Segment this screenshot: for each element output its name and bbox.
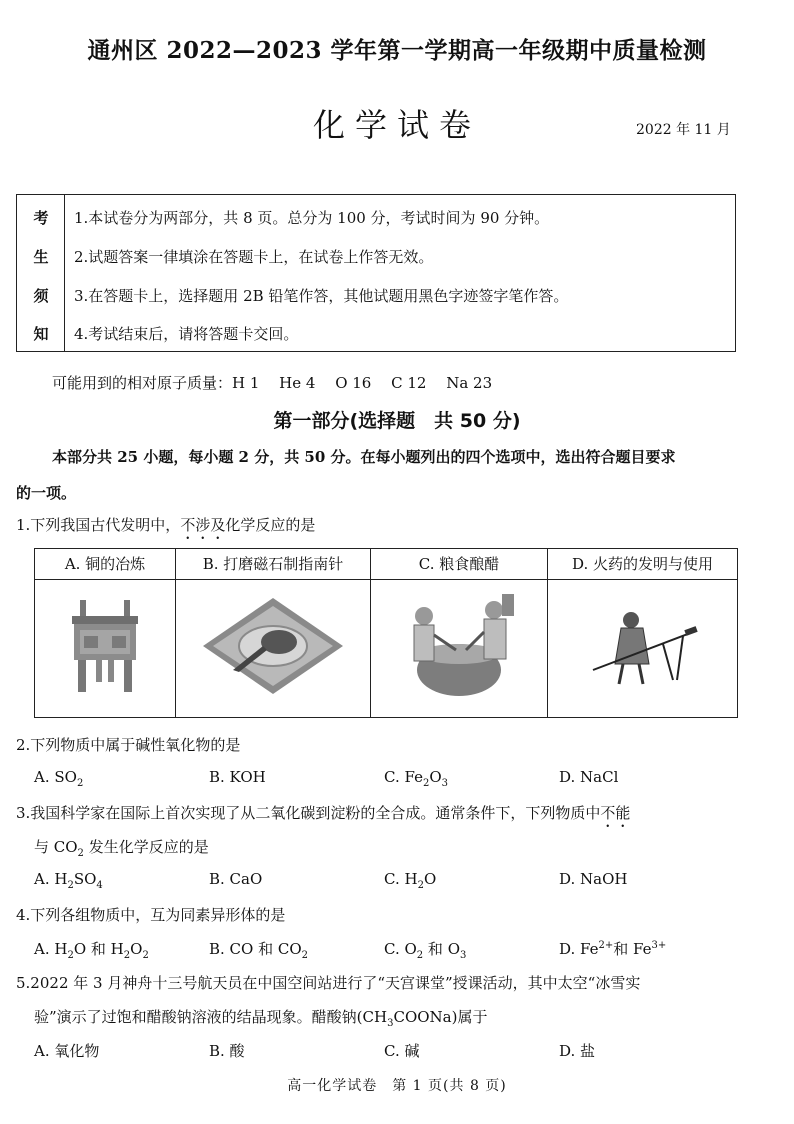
question-3-option-b: B. CaO <box>209 870 263 888</box>
question-5-option-b: B. 酸 <box>209 1042 245 1060</box>
question-2-stem: 2.下列物质中属于碱性氧化物的是 <box>16 736 241 754</box>
compass-spoon-icon <box>176 580 370 717</box>
question-3-option-d: D. NaOH <box>559 870 628 888</box>
part1-instruction: 本部分共 25 小题，每小题 2 分，共 50 分。在每小题列出的四个选项中，选出符合题目要求 <box>52 448 676 466</box>
question-1-stem <box>16 514 315 543</box>
candidate-notice-box <box>16 194 736 352</box>
notice-label-char: 须 <box>33 287 49 305</box>
notice-label-char: 考 <box>33 209 49 227</box>
option-cell-b <box>176 549 371 717</box>
question-3-stem-line2: 与 $CO_2$ 发生化学反应的是 <box>34 838 209 859</box>
question-2-option-b: B. KOH <box>209 768 266 786</box>
notice-item: 3.在答题卡上，选择题用 2B 铅笔作答，其他试题用黑色字迹签字笔作答。 <box>74 287 569 305</box>
gunpowder-rocket-icon <box>548 580 737 717</box>
question-5-stem-line1: 5.2022 年 3 月神舟十三号航天员在中国空间站进行了“天宫课堂”授课活动，其中太空“冰雪实 <box>16 974 641 992</box>
option-label-a: A. 铜的冶炼 <box>35 549 175 580</box>
notice-item: 1.本试卷分为两部分，共 8 页。总分为 100 分，考试时间为 90 分钟。 <box>74 209 550 227</box>
vinegar-brewing-icon <box>371 580 547 717</box>
question-2-option-d: D. NaCl <box>559 768 619 786</box>
option-cell-d <box>548 549 737 717</box>
question-4-option-a: A. $H_2O$ 和 $H_2O_2$ <box>34 940 149 961</box>
question-5-option-d: D. 盐 <box>559 1042 596 1060</box>
question-1-stem-before: 1.下列我国古代发明中， <box>16 516 181 534</box>
question-5-option-a: A. 氧化物 <box>34 1042 100 1060</box>
option-cell-a <box>35 549 176 717</box>
question-3-stem <box>16 802 630 831</box>
part1-instruction-cont: 的一项。 <box>16 484 77 502</box>
option-cell-c <box>371 549 548 717</box>
notice-item: 4.考试结束后，请将答题卡交回。 <box>74 325 299 343</box>
exam-date: 2022 年 11 月 <box>636 122 731 138</box>
question-5-stem-line2: 验”演示了过饱和醋酸钠溶液的结晶现象。醋酸钠$(CH_3COONa)$属于 <box>34 1008 488 1029</box>
question-3-emphasis: 不能 <box>600 804 631 822</box>
bronze-ding-icon <box>35 580 175 717</box>
notice-label-char: 知 <box>33 325 49 343</box>
question-4-option-b: B. CO 和 $CO_2$ <box>209 940 309 961</box>
question-1-option-table <box>34 548 738 718</box>
page-footer: 高一化学试卷 第 1 页(共 8 页) <box>287 1078 507 1094</box>
question-3-stem-line1: 3.我国科学家在国际上首次实现了从二氧化碳到淀粉的全合成。通常条件下，下列物质中 <box>16 804 601 822</box>
notice-item: 2.试题答案一律填涂在答题卡上，在试卷上作答无效。 <box>74 248 434 266</box>
atomic-masses: 可能用到的相对原子质量：H 1 He 4 O 16 C 12 Na 23 <box>52 374 493 392</box>
question-4-stem: 4.下列各组物质中，互为同素异形体的是 <box>16 906 286 924</box>
question-1-emphasis: 不涉及 <box>180 516 226 534</box>
exam-title: 通州区 2022—2023 学年第一学期高一年级期中质量检测 <box>87 37 707 64</box>
subject-title: 化学试卷 <box>312 106 481 144</box>
part1-title: 第一部分(选择题 共 50 分) <box>273 410 521 432</box>
question-3-option-a: A. $H_2SO_4$ <box>34 870 103 891</box>
question-4-option-c: C. $O_2$ 和 $O_3$ <box>384 940 467 961</box>
notice-label-char: 生 <box>33 248 49 266</box>
question-3-option-c: C. $H_2O$ <box>384 870 437 891</box>
question-2-option-a: A. $SO_2$ <box>34 768 84 789</box>
question-4-option-d: D. $Fe^{2+}$和 $Fe^{3+}$ <box>559 940 667 958</box>
notice-label-column <box>17 195 65 351</box>
option-label-c: C. 粮食酿醋 <box>371 549 547 580</box>
question-5-option-c: C. 碱 <box>384 1042 420 1060</box>
option-label-d: D. 火药的发明与使用 <box>548 549 737 580</box>
question-1-stem-after: 化学反应的是 <box>225 516 316 534</box>
option-label-b: B. 打磨磁石制指南针 <box>176 549 370 580</box>
question-2-option-c: C. $Fe_2O_3$ <box>384 768 449 789</box>
